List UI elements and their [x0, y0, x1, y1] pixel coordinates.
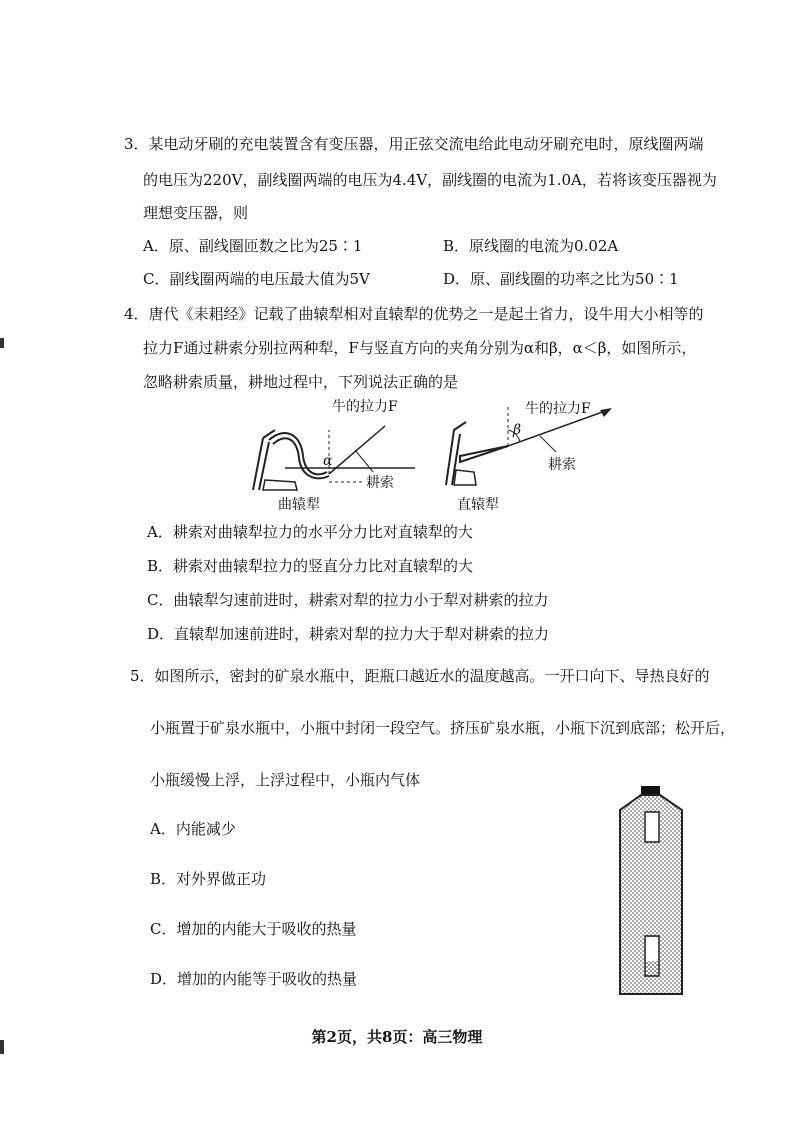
- q3-stem-line-2: 的电压为220V，副线圈两端的电压为4.4V，副线圈的电流为1.0A，若将该变压器视为: [143, 171, 717, 189]
- q5-stem-line-1: 5．如图所示，密封的矿泉水瓶中，距瓶口越近水的温度越高。一开口向下、导热良好的: [130, 667, 710, 685]
- curved-plough-rope-label: 耕索: [366, 475, 394, 491]
- page-footer: 第2页，共8页：高三物理: [311, 1028, 483, 1046]
- q5-stem-line-3: 小瓶缓慢上浮，上浮过程中，小瓶内气体: [150, 771, 421, 789]
- q4-stem-line-3: 忽略耕索质量，耕地过程中，下列说法正确的是: [143, 373, 459, 391]
- q4-stem-line-2: 拉力F通过耕索分别拉两种犁，F与竖直方向的夹角分别为α和β，α＜β，如图所示，: [143, 339, 697, 357]
- q3-stem-line-1: 3．某电动牙刷的充电装置含有变压器，用正弦交流电给此电动牙刷充电时，原线圈两端: [124, 135, 704, 153]
- curved-plough-angle-alpha: α: [323, 453, 333, 469]
- q3-option-a: A．原、副线圈匝数之比为25∶1: [143, 237, 363, 255]
- scan-edge-mark: [0, 338, 4, 348]
- q5-option-b: B．对外界做正功: [150, 870, 267, 888]
- q5-stem-line-2: 小瓶置于矿泉水瓶中，小瓶中封闭一段空气。挤压矿泉水瓶，小瓶下沉到底部；松开后，: [150, 719, 736, 737]
- q5-option-a: A．内能减少: [150, 820, 236, 838]
- q3-option-c: C．副线圈两端的电压最大值为5V: [143, 270, 370, 288]
- straight-plough-rope-label: 耕索: [548, 457, 576, 473]
- water-bottle-diagram: [612, 784, 688, 998]
- curved-plough-caption: 曲辕犁: [278, 497, 320, 513]
- q4-option-b: B．耕索对曲辕犁拉力的竖直分力比对直辕犁的大: [147, 557, 474, 575]
- straight-plough-force-label: 牛的拉力F: [525, 401, 591, 417]
- q4-option-d: D．直辕犁加速前进时，耕索对犁的拉力大于犁对耕索的拉力: [147, 625, 550, 643]
- q5-option-c: C．增加的内能大于吸收的热量: [150, 920, 357, 938]
- q3-option-b: B．原线圈的电流为0.02A: [443, 237, 619, 255]
- q4-stem-line-1: 4．唐代《耒耜经》记载了曲辕犁相对直辕犁的优势之一是起土省力，设牛用大小相等的: [124, 305, 704, 323]
- curved-plough-force-label: 牛的拉力F: [332, 399, 398, 415]
- q3-stem-line-3: 理想变压器，则: [143, 204, 249, 222]
- q5-option-d: D．增加的内能等于吸收的热量: [150, 970, 358, 988]
- q4-option-c: C．曲辕犁匀速前进时，耕索对犁的拉力小于犁对耕索的拉力: [147, 591, 549, 609]
- straight-plough-caption: 直辕犁: [457, 497, 499, 513]
- q3-option-d: D．原、副线圈的功率之比为50∶1: [443, 270, 679, 288]
- straight-plough-angle-beta: β: [513, 422, 522, 438]
- scan-edge-mark: [0, 1040, 4, 1054]
- q4-option-a: A．耕索对曲辕犁拉力的水平分力比对直辕犁的大: [147, 523, 473, 541]
